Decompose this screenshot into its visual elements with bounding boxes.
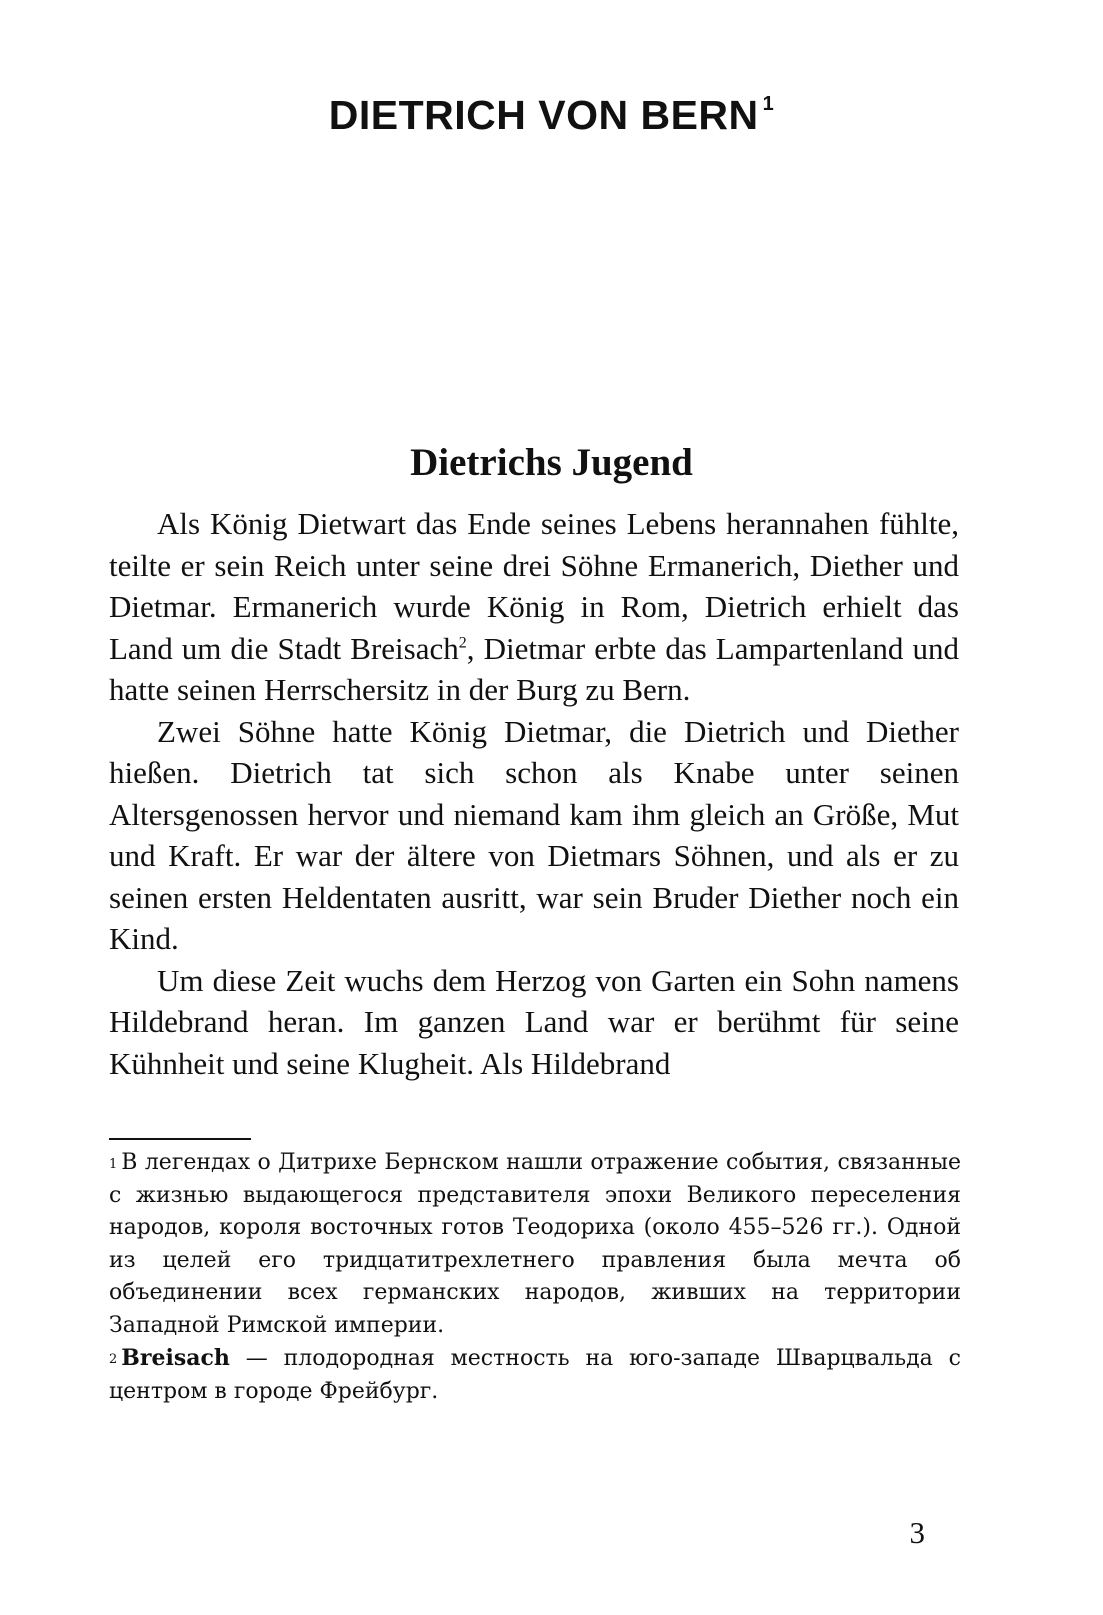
footnote-2-term: Breisach — [121, 1345, 230, 1371]
section-title: Dietrichs Jugend — [410, 441, 693, 484]
paragraph-2: Zwei Söhne hatte König Dietmar, die Dietrich und Diether hießen. Dietrich tat sich schon als Knabe unter seinen Altersgenossen hervor und niemand kam ihm gleich an Größe, Mut und Kraft. Er war der ältere von Dietmars Söhnen, und als er zu seinen ersten Heldentaten ausritt, war sein Bruder Diether noch ein Kind. — [109, 713, 959, 956]
paragraph-1-text-a: Als König Dietwart das Ende seines Lebens herannahen fühlte, teilte er sein Reich unter seine drei Söhne Ermanerich, Diether und Dietmar. Ermanerich wurde König in Rom, Dietrich erhielt das Land um die Stadt Breisach — [109, 506, 959, 666]
footnote-divider — [109, 1138, 251, 1140]
paragraph-1 — [109, 503, 959, 711]
footnotes — [109, 1147, 961, 1408]
page-number: 3 — [909, 1515, 925, 1550]
body-text — [109, 503, 959, 1084]
title-footnote-mark: 1 — [762, 93, 775, 116]
footnote-1-mark: 1 — [109, 1157, 118, 1172]
footnote-2 — [109, 1342, 961, 1408]
footnote-2-text: — плодородная местность на юго-западе Шварцвальда с центром в городе Фрейбург. — [109, 1346, 961, 1404]
footnote-1 — [109, 1147, 961, 1342]
chapter-title — [0, 92, 1103, 139]
paragraph-3: Um diese Zeit wuchs dem Herzog von Garten ein Sohn namens Hildebrand heran. Im ganzen Land war er berühmt für seine Kühnheit und seine Klugheit. Als Hildebrand — [109, 962, 959, 1081]
footnote-2-mark: 2 — [109, 1352, 118, 1367]
chapter-title-text: DIETRICH VON BERN — [328, 92, 759, 138]
breisach-footnote-mark: 2 — [458, 634, 467, 652]
paragraph-1-text-b: , Dietmar erbte das Lampartenland und hatte seinen Herrschersitz in der Burg zu Bern. — [109, 630, 959, 707]
footnote-1-text: В легендах о Дитрихе Бернском нашли отражение события, связанные с жизнью выдающегося представителя эпохи Великого переселения народов, короля восточных готов Теодориха (около 455–526 гг.). Одной из целей его тридцатитрехлетнего правления была мечта об объединении всех германских народов, живших на территории Западной Римской империи. — [109, 1150, 961, 1338]
